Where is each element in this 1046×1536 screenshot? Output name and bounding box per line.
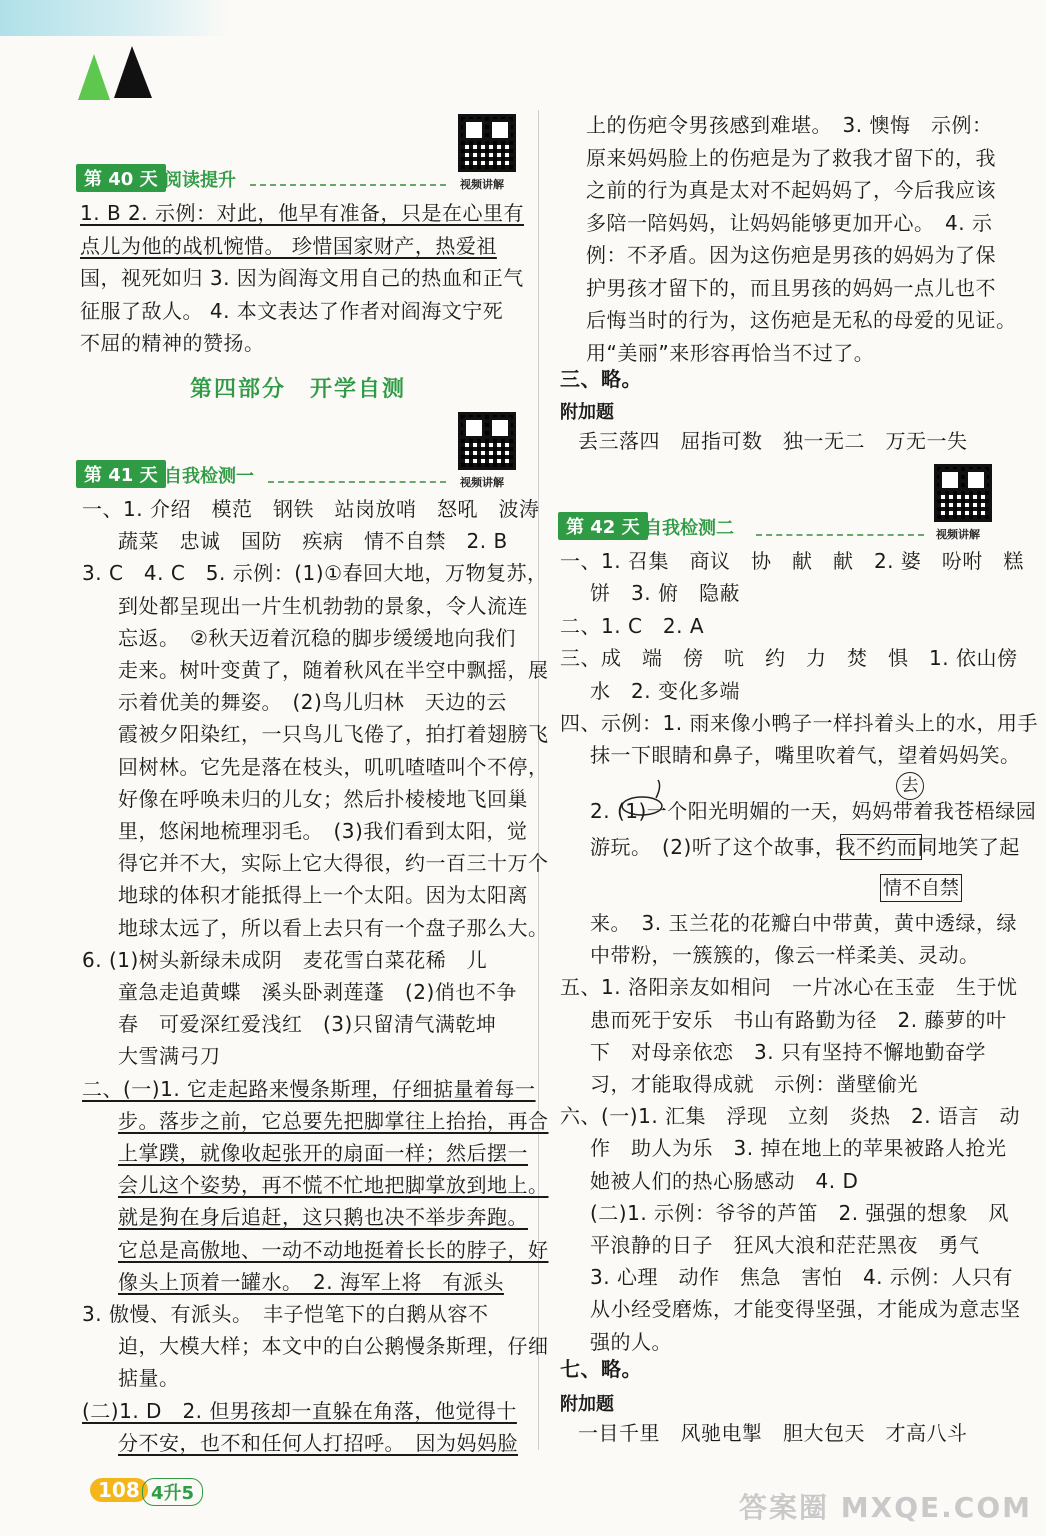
- qr-code-icon[interactable]: [458, 114, 516, 172]
- header-rule: [250, 184, 446, 186]
- answer-line: 1. B 2. 示例：对此，他早有准备，只是在心里有: [80, 201, 524, 225]
- day-label: 自我检测一: [164, 466, 254, 487]
- answer-line: 蔬菜 忠诚 国防 疾病 情不自禁 2. B: [118, 529, 508, 554]
- answer-line: 3. C 4. C 5. 示例：(1)①春回大地，万物复苏，: [82, 561, 548, 586]
- day-label: 阅读提升: [164, 170, 236, 191]
- header-rule: [756, 534, 924, 536]
- grade-tag: 4升5: [142, 1478, 203, 1506]
- watermark: 答案圈 MXQE.COM: [739, 1491, 1032, 1524]
- answer-line: 不屈的精神的赞扬。: [80, 331, 265, 355]
- answer-line: 大雪满弓刀: [118, 1044, 221, 1069]
- answer-three: 三、略。: [560, 367, 642, 391]
- answer-line: 强的人。: [590, 1329, 672, 1354]
- day-badge: 第 42 天: [558, 512, 648, 540]
- answer-line: 国，视死如归 3. 因为阎海文用自己的热血和正气: [80, 266, 524, 290]
- tree-decoration-icon: [74, 44, 164, 102]
- answer-line: 忘返。 ②秋天迈着沉稳的脚步缓缓地向我们: [118, 625, 516, 650]
- answer-line: 示着优美的舞姿。 (2)鸟儿归林 天边的云: [118, 690, 507, 715]
- answer-line: 征服了敌人。 4. 本文表达了作者对阎海文宁死: [80, 298, 504, 323]
- answer-line: 原来妈妈脸上的伤疤是为了救我才留下的，我: [586, 145, 996, 170]
- answer-line: 春 可爱深红爱浅红 (3)只留清气满乾坤: [118, 1012, 497, 1037]
- answer-line: 分不安，也不和任何人打招呼。 因为妈妈脸: [118, 1430, 518, 1455]
- answer-line: 从小经受磨炼，才能变得坚强，才能成为意志坚: [590, 1297, 1021, 1322]
- answer-line: 好像在呼唤未归的儿女；然后扑棱棱地飞回巢: [118, 786, 528, 811]
- answer-line: 一、1. 召集 商议 协 献 献 2. 婆 吩咐 糕: [560, 549, 1024, 573]
- day-label: 自我检测二: [644, 518, 734, 539]
- answer-line: 中带粉，一簇簇的，像云一样柔美、灵动。: [590, 943, 980, 968]
- qr-caption: 视频讲解: [460, 178, 504, 191]
- answer-line: 她被人们的热心肠感动 4. D: [590, 1168, 859, 1193]
- answer-line: 像头上顶着一罐水。 2. 海军上将 有派头: [118, 1269, 504, 1294]
- answer-line: 多陪一陪妈妈，让妈妈能够更加开心。 4. 示: [586, 210, 993, 235]
- answer-line: 饼 3. 俯 隐蔽: [590, 581, 740, 606]
- qr-caption: 视频讲解: [936, 528, 980, 541]
- delete-mark-icon: [618, 776, 668, 820]
- page-number: 108: [90, 1478, 148, 1502]
- header-rule: [268, 481, 446, 483]
- answer-line: 之前的行为真是太对不起妈妈了，今后我应该: [586, 178, 996, 202]
- qr-code-icon[interactable]: [934, 464, 992, 522]
- answer-line: 地球的体积才能抵得上一个太阳。因为太阳离: [118, 883, 528, 908]
- bonus-title: 附加题: [560, 1394, 614, 1415]
- answer-line: 掂量。: [118, 1366, 180, 1391]
- answer-line: 二、1. C 2. A: [560, 613, 705, 638]
- answer-line: 走来。树叶变黄了，随着秋风在半空中飘摇，展: [118, 658, 549, 682]
- answer-line: 回树林。它先是落在枝头，叽叽喳喳叫个不停，: [118, 754, 549, 779]
- answer-line: 3. 傲慢、有派头。 丰子恺笔下的白鹅从容不: [82, 1302, 489, 1326]
- day-badge: 第 41 天: [76, 460, 166, 488]
- answer-line: (二)1. 示例：爷爷的芦笛 2. 强强的想象 风: [590, 1200, 1009, 1225]
- answer-line: 护男孩才留下的，而且男孩的妈妈一点儿也不: [586, 275, 996, 300]
- answer-line: 迫，大模大样；本文中的白公鹅慢条斯理，仔细: [118, 1334, 549, 1359]
- header-stripe: [0, 0, 230, 36]
- answer-line: 三、成 端 傍 吭 约 力 焚 惧 1. 依山傍: [560, 646, 1018, 671]
- answer-line: 抹一下眼睛和鼻子，嘴里吹着气，望着妈妈笑。: [590, 743, 1021, 768]
- answer-line: 一、1. 介绍 模范 钢铁 站岗放哨 怒吼 波涛: [82, 497, 540, 521]
- answer-line: 童急走追黄蝶 溪头卧剥莲蓬 (2)俏也不争: [118, 980, 517, 1004]
- answer-line: 得它并不大，实际上它大得很，约一百三十万个: [118, 851, 549, 876]
- answer-line: 六、(一)1. 汇集 浮现 立刻 炎热 2. 语言 动: [560, 1104, 1020, 1129]
- qr-code-icon[interactable]: [458, 412, 516, 470]
- answer-line: 二、(一)1. 它走起路来慢条斯理，仔细掂量着每一: [82, 1076, 536, 1101]
- answer-line: 四、示例：1. 雨来像小鸭子一样抖着头上的水，用手: [560, 711, 1038, 735]
- correction-line-1: 2. (1)一个阳光明媚的一天，妈妈带着我苍梧绿园: [590, 799, 1037, 823]
- answer-line: 平浪静的日子 狂风大浪和茫茫黑夜 勇气: [590, 1233, 980, 1257]
- answer-line: 下 对母亲依恋 3. 只有坚持不懈地勤奋学: [590, 1039, 986, 1064]
- answer-line: 用“美丽”来形容再恰当不过了。: [586, 340, 875, 365]
- answer-line: 里，悠闲地梳理羽毛。 (3)我们看到太阳，觉: [118, 819, 528, 843]
- answer-seven: 七、略。: [560, 1357, 642, 1381]
- answer-line: 步。落步之前，它总要先把脚掌往上抬抬，再合: [118, 1108, 549, 1133]
- part-title: 第四部分 开学自测: [190, 377, 407, 402]
- answer-line: 3. 心理 动作 焦急 害怕 4. 示例：人只有: [590, 1265, 1013, 1290]
- answer-line: 点儿为他的战机惋惜。 珍惜国家财产，热爱祖: [80, 233, 497, 258]
- answer-line: 上掌蹼，就像收起张开的扇面一样；然后摆一: [118, 1141, 528, 1165]
- answer-line: 来。 3. 玉兰花的花瓣白中带黄，黄中透绿，绿: [590, 911, 1017, 935]
- replacement-word: 情不自禁: [880, 874, 962, 902]
- answer-line: 地球太远了，所以看上去只有一个盘子那么大。: [118, 915, 549, 940]
- answer-line: 作 助人为乐 3. 掉在地上的苹果被路人抢光: [590, 1136, 1007, 1161]
- bonus-title: 附加题: [560, 402, 614, 423]
- answer-line: 它总是高傲地、一动不动地挺着长长的脖子，好: [118, 1237, 549, 1262]
- answer-line: 霞被夕阳染红，一只鸟儿飞倦了，拍打着翅膀飞: [118, 722, 549, 747]
- answer-line: 例：不矛盾。因为这伤疤是男孩的妈妈为了保: [586, 243, 996, 267]
- answer-line: 习，才能取得成就 示例：凿壁偷光: [590, 1072, 918, 1096]
- boxed-word: [840, 834, 922, 860]
- day-badge: 第 40 天: [76, 164, 166, 192]
- insert-mark: 去: [896, 772, 924, 800]
- answer-line: 到处都呈现出一片生机勃勃的景象，令人流连: [118, 593, 528, 618]
- bonus-answer: 一目千里 风驰电掣 胆大包天 才高八斗: [578, 1421, 968, 1445]
- bonus-answer: 丢三落四 屈指可数 独一无二 万无一失: [578, 429, 968, 453]
- answer-line: 患而死于安乐 书山有路勤为径 2. 藤萝的叶: [590, 1007, 1007, 1032]
- answer-line: 五、1. 洛阳亲友如相问 一片冰心在玉壶 生于忧: [560, 975, 1018, 1000]
- answer-line: 上的伤疤令男孩感到难堪。 3. 懊悔 示例：: [586, 113, 993, 137]
- correction-line-2: 游玩。 (2)听了这个故事，我不约而同地笑了起: [590, 835, 1020, 859]
- answer-line: 6. (1)树头新绿未成阴 麦花雪白菜花稀 儿: [82, 947, 488, 972]
- answer-line: 水 2. 变化多端: [590, 678, 740, 703]
- answer-line: 就是狗在身后追赶，这只鹅也决不举步奔跑。: [118, 1205, 528, 1230]
- qr-caption: 视频讲解: [460, 476, 504, 489]
- answer-line: 会儿这个姿势，再不慌不忙地把脚掌放到地上。: [118, 1173, 549, 1198]
- answer-line: (二)1. D 2. 但男孩却一直躲在角落，他觉得十: [82, 1398, 517, 1423]
- answer-line: 后悔当时的行为，这伤疤是无私的母爱的见证。: [586, 308, 1017, 332]
